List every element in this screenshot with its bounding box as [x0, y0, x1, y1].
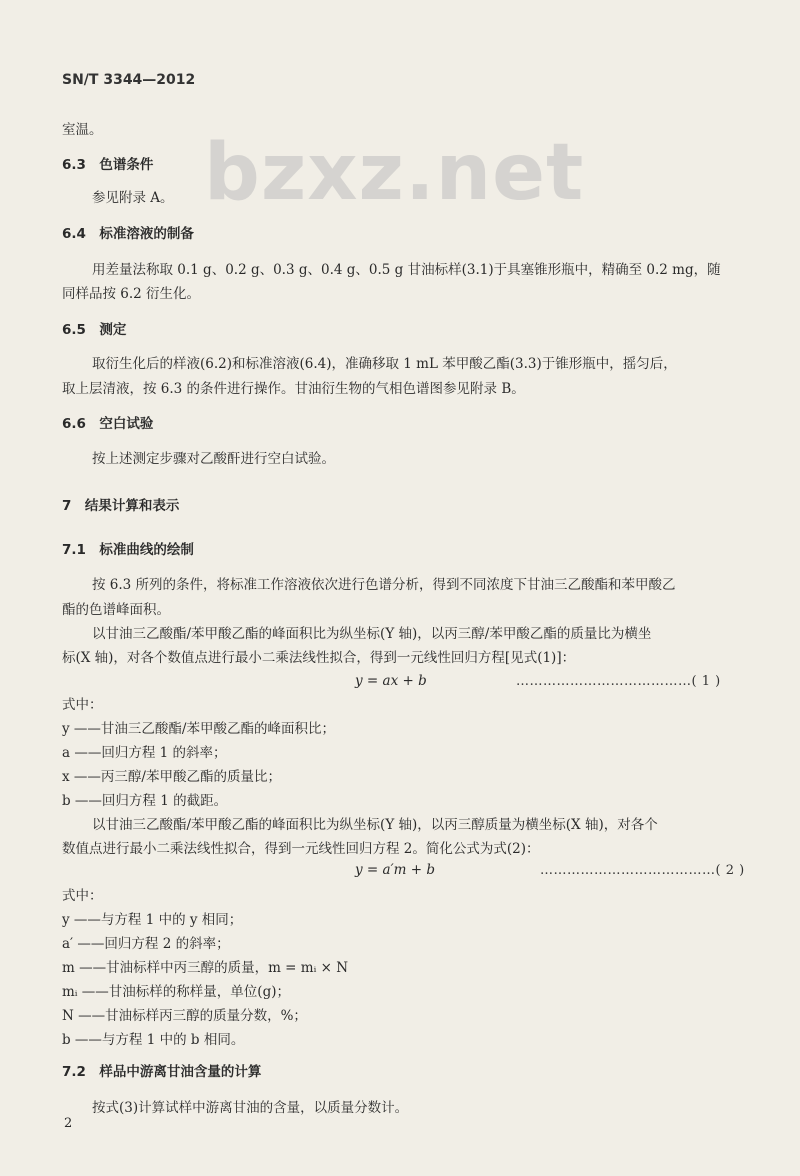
page-number: 2	[64, 1116, 73, 1131]
section-heading-6-6: 6.6 空白试验	[62, 416, 154, 432]
definition-line: a′ ——回归方程 2 的斜率；	[62, 936, 230, 952]
standard-number-header: SN/T 3344—2012	[62, 72, 196, 88]
text-line: 参见附录 A。	[92, 190, 174, 206]
definition-line: mᵢ ——甘油标样的称样量，单位(g)；	[62, 984, 290, 1000]
definition-line: a ——回归方程 1 的斜率；	[62, 745, 227, 761]
definition-line: x ——丙三醇/苯甲酸乙酯的质量比；	[62, 769, 281, 785]
definition-line: N ——甘油标样丙三醇的质量分数，%；	[62, 1008, 307, 1024]
text-line: 按 6.3 所列的条件，将标准工作溶液依次进行色谱分析，得到不同浓度下甘油三乙酸酯和苯甲酸乙	[92, 577, 676, 593]
section-heading-6-3: 6.3 色谱条件	[62, 157, 154, 173]
text-line: 室温。	[62, 122, 103, 138]
section-heading-7-1: 7.1 标准曲线的绘制	[62, 542, 194, 558]
definition-line: b ——回归方程 1 的截距。	[62, 793, 228, 809]
section-heading-6-5: 6.5 测定	[62, 322, 127, 338]
where-label: 式中：	[62, 697, 103, 713]
text-line: 以甘油三乙酸酯/苯甲酸乙酯的峰面积比为纵坐标(Y 轴)，以丙三醇质量为横坐标(X 轴)，对各个	[92, 817, 658, 833]
text-line: 用差量法称取 0.1 g、0.2 g、0.3 g、0.4 g、0.5 g 甘油标样(3.1)于具塞锥形瓶中，精确至 0.2 mg，随	[92, 262, 721, 278]
equation-2-number: …………………………………( 2 )	[540, 863, 745, 878]
definition-line: y ——与方程 1 中的 y 相同；	[62, 912, 243, 928]
definition-line: b ——与方程 1 中的 b 相同。	[62, 1032, 245, 1048]
watermark: bzxz.net	[204, 128, 585, 218]
text-line: 以甘油三乙酸酯/苯甲酸乙酯的峰面积比为纵坐标(Y 轴)，以丙三醇/苯甲酸乙酯的质量比为横坐	[92, 626, 652, 642]
section-heading-6-4: 6.4 标准溶液的制备	[62, 226, 194, 242]
definition-line: m ——甘油标样中丙三醇的质量，m = mᵢ × N	[62, 960, 349, 976]
text-line: 标(X 轴)，对各个数值点进行最小二乘法线性拟合，得到一元线性回归方程[见式(1)]：	[62, 650, 576, 666]
section-heading-7-2: 7.2 样品中游离甘油含量的计算	[62, 1064, 262, 1080]
equation-2: y = a′m + b	[355, 862, 435, 878]
text-line: 取上层清液，按 6.3 的条件进行操作。甘油衍生物的气相色谱图参见附录 B。	[62, 381, 525, 397]
equation-1-number: …………………………………( 1 )	[516, 674, 721, 689]
where-label: 式中：	[62, 888, 103, 904]
text-line: 同样品按 6.2 衍生化。	[62, 286, 201, 302]
text-line: 按式(3)计算试样中游离甘油的含量，以质量分数计。	[92, 1100, 409, 1116]
text-line: 按上述测定步骤对乙酸酐进行空白试验。	[92, 451, 335, 467]
definition-line: y ——甘油三乙酸酯/苯甲酸乙酯的峰面积比；	[62, 721, 335, 737]
section-heading-7: 7 结果计算和表示	[62, 498, 180, 514]
equation-1: y = ax + b	[355, 673, 427, 689]
text-line: 取衍生化后的样液(6.2)和标准溶液(6.4)，准确移取 1 mL 苯甲酸乙酯(3.3)于锥形瓶中，摇匀后，	[92, 356, 677, 372]
text-line: 数值点进行最小二乘法线性拟合，得到一元线性回归方程 2。简化公式为式(2)：	[62, 841, 540, 857]
text-line: 酯的色谱峰面积。	[62, 602, 170, 618]
